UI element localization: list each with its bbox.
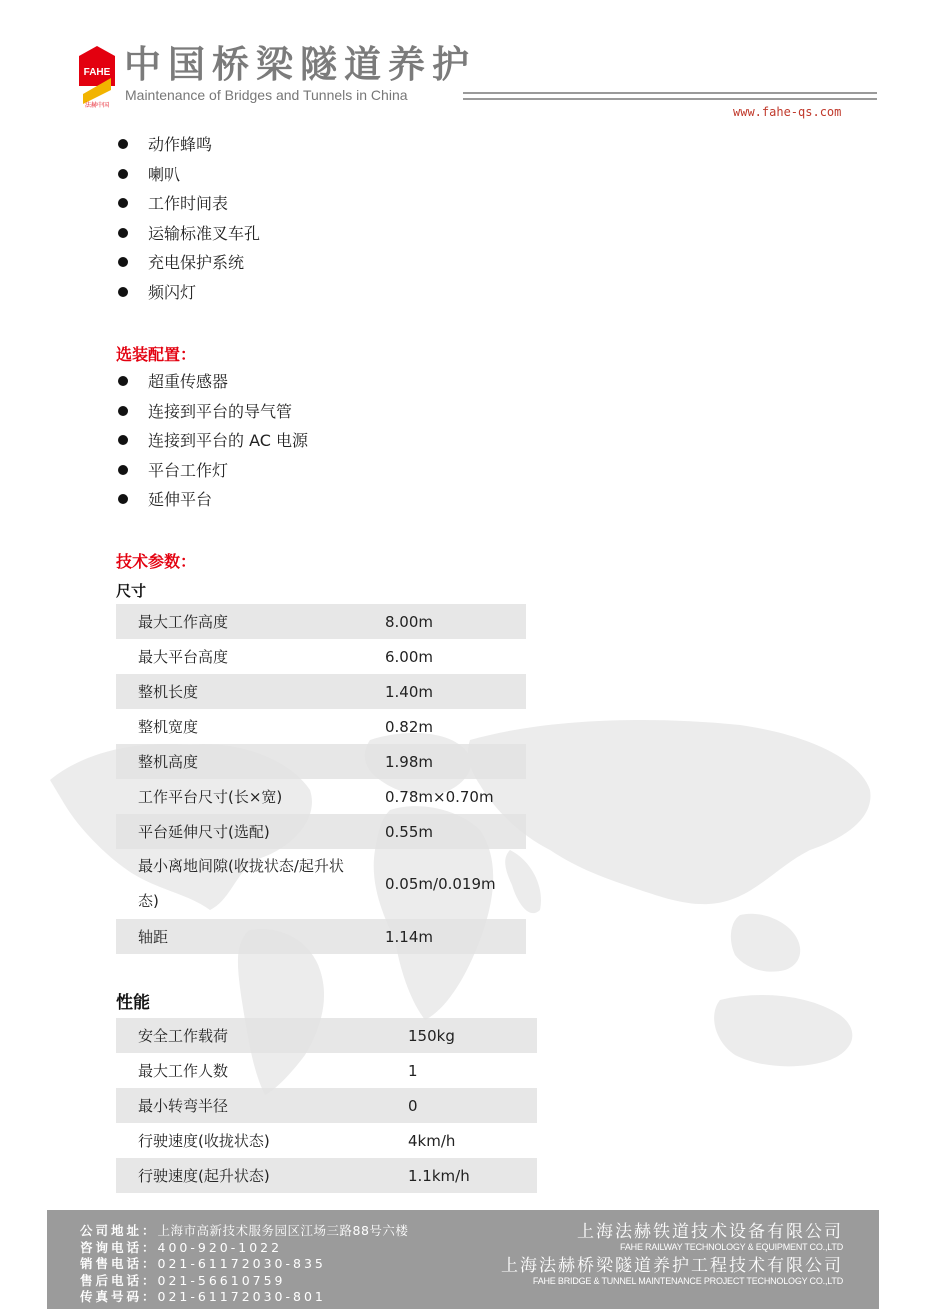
header-divider: [463, 92, 877, 100]
bullet-icon: [118, 494, 128, 504]
bullet-icon: [118, 376, 128, 386]
table-row: 安全工作载荷 150kg: [116, 1018, 537, 1053]
table-row: 最小转弯半径 0: [116, 1088, 537, 1123]
footer-company-1: 上海法赫铁道技术设备有限公司 FAHE RAILWAY TECHNOLOGY & EQUIPMENT CO.,LTD: [577, 1222, 843, 1252]
bullet-icon: [118, 228, 128, 238]
footer-address: 公司地址：上海市高新技术服务园区江场三路88号六楼: [80, 1223, 409, 1238]
table-row: 整机长度 1.40m: [116, 674, 526, 709]
tech-heading: 技术参数：: [116, 552, 197, 571]
dimensions-title: 尺寸: [116, 582, 147, 600]
list-item: 超重传感器: [116, 367, 308, 397]
footer: [47, 1210, 879, 1309]
bullet-icon: [118, 465, 128, 475]
optional-heading: 选装配置：: [116, 345, 197, 364]
footer-consult-phone: 咨询电话：400-920-1022: [80, 1239, 283, 1255]
list-item: 连接到平台的导气管: [116, 397, 308, 427]
fahe-logo-icon: [77, 42, 117, 108]
bullet-icon: [118, 198, 128, 208]
table-row: 工作平台尺寸(长×宽) 0.78m×0.70m: [138, 787, 494, 806]
bullet-icon: [118, 139, 128, 149]
performance-title: 性能: [116, 993, 150, 1013]
footer-contacts: [80, 1223, 408, 1306]
footer-sales-phone: 销售电话：021-61172030-835: [80, 1256, 326, 1271]
list-item: 连接到平台的 AC 电源: [116, 426, 308, 456]
table-row: 最大平台高度 6.00m: [138, 647, 434, 666]
table-row: 平台延伸尺寸(选配) 0.55m: [116, 814, 526, 849]
table-row: 最小离地间隙(收拢状态/起升状态) 0.05m/0.019m: [138, 857, 496, 910]
optional-list: [116, 367, 308, 515]
table-row: 整机高度 1.98m: [116, 744, 526, 779]
footer-company-2: 上海法赫桥梁隧道养护工程技术有限公司 FAHE BRIDGE & TUNNEL MAINTENANCE PROJECT TECHNOLOGY CO.,LTD: [501, 1256, 843, 1286]
footer-fax: 传真号码：021-61172030-801: [80, 1289, 326, 1304]
bullet-icon: [118, 169, 128, 179]
header-title-cn: 中国桥梁隧道养护: [124, 43, 476, 86]
list-item: 平台工作灯: [116, 456, 308, 486]
bullet-icon: [118, 257, 128, 267]
logo-text: FAHE: [83, 67, 111, 78]
table-row: 整机宽度 0.82m: [138, 717, 434, 736]
list-item: 延伸平台: [116, 485, 308, 515]
dimensions-table: [116, 604, 526, 954]
table-row: 轴距 1.14m: [116, 919, 526, 954]
table-row: 最大工作人数 1: [138, 1061, 418, 1080]
table-row: 行驶速度(收拢状态) 4km/h: [138, 1131, 456, 1150]
list-item: 动作蜂鸣: [116, 130, 260, 160]
header-url: www.fahe-qs.com: [733, 105, 842, 119]
list-item: 频闪灯: [116, 278, 260, 308]
bullet-icon: [118, 406, 128, 416]
list-item: 运输标准叉车孔: [116, 219, 260, 249]
list-item: 充电保护系统: [116, 248, 260, 278]
table-row: 最大工作高度 8.00m: [116, 604, 526, 639]
performance-table: [116, 1018, 537, 1193]
footer-service-phone: 售后电话：021-56610759: [80, 1272, 286, 1288]
logo-subtext: 法赫中国: [84, 102, 110, 108]
list-item: 工作时间表: [116, 189, 260, 219]
standard-features-list: [116, 130, 260, 308]
bullet-icon: [118, 435, 128, 445]
bullet-icon: [118, 287, 128, 297]
table-row: 行驶速度(起升状态) 1.1km/h: [116, 1158, 537, 1193]
header-title-en: Maintenance of Bridges and Tunnels in China: [125, 87, 408, 103]
list-item: 喇叭: [116, 160, 260, 190]
